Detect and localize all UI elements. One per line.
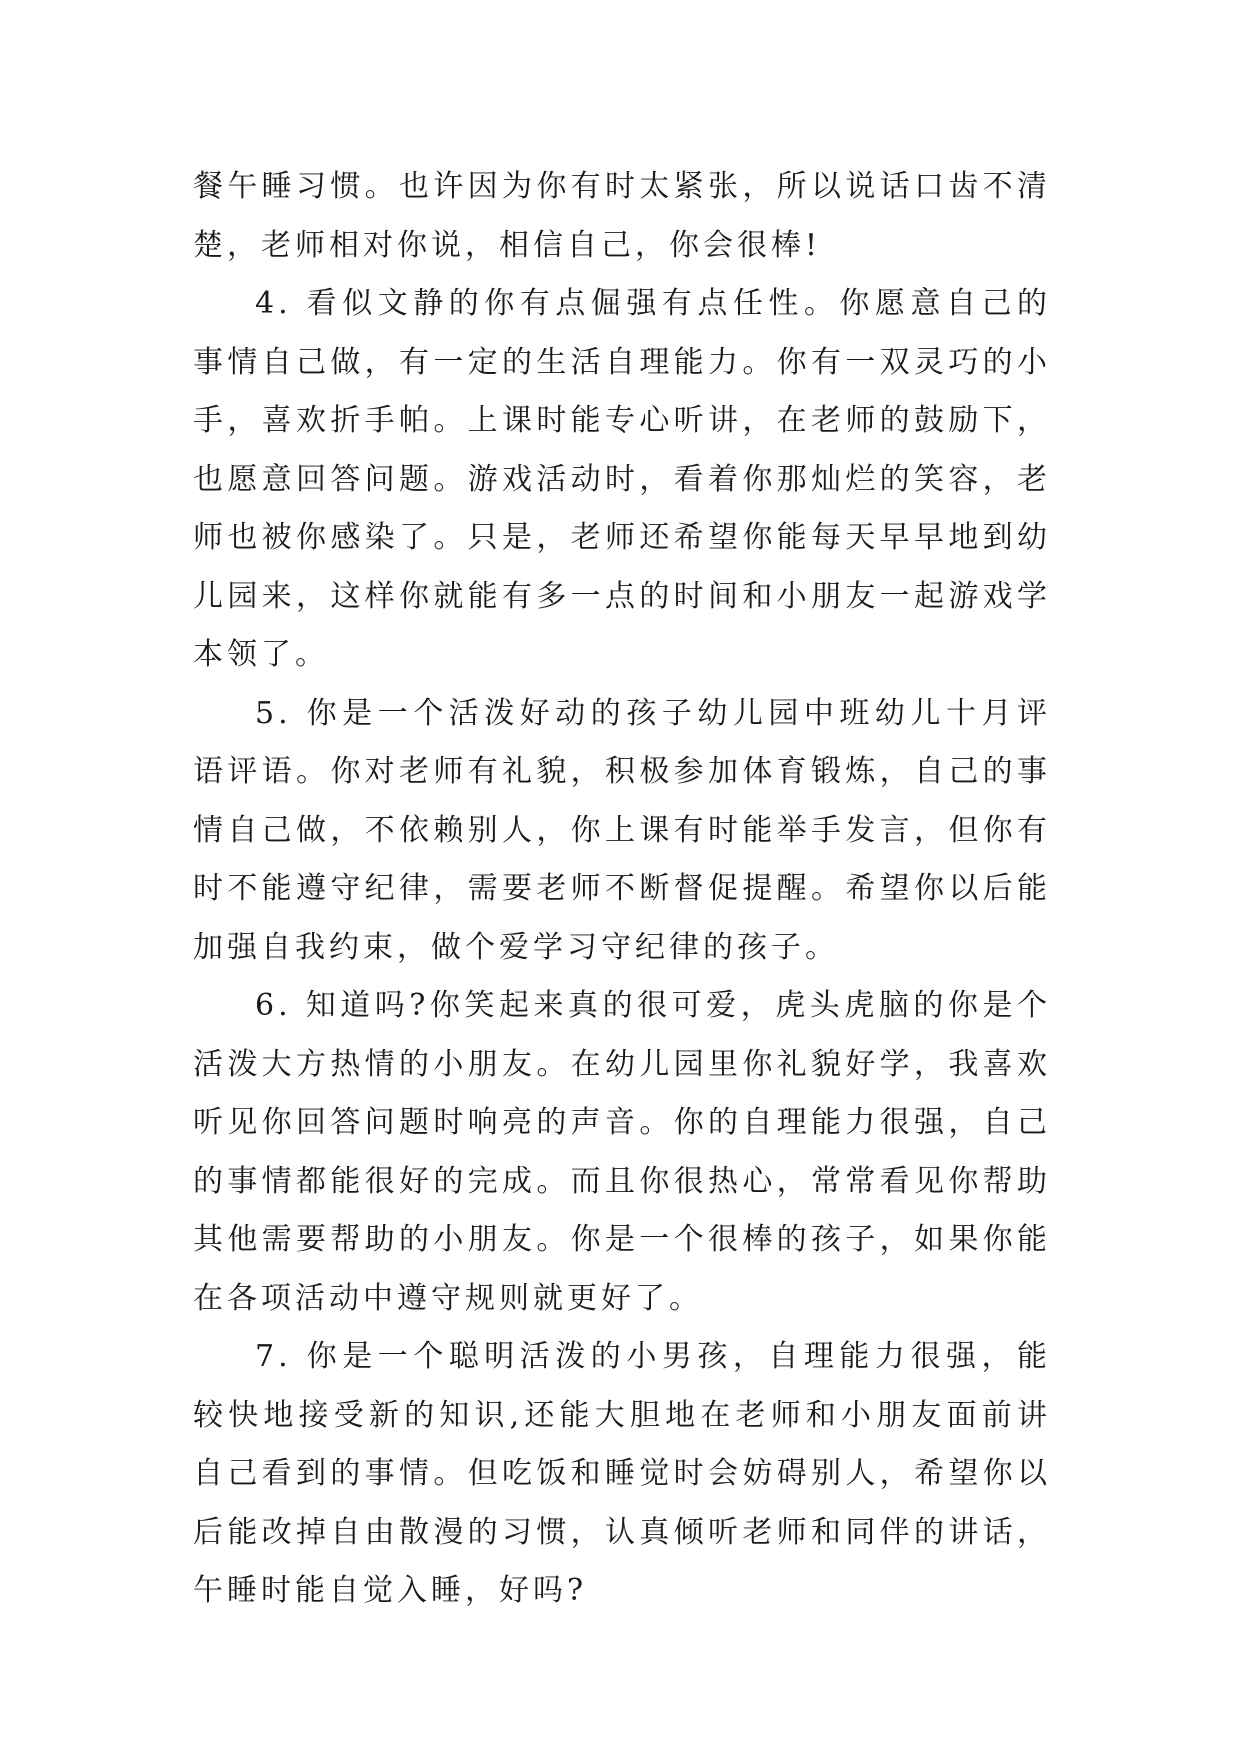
paragraph-item-4: 4. 看似文静的你有点倔强有点任性。你愿意自己的事情自己做，有一定的生活自理能力。你有一双灵巧的小手，喜欢折手帕。上课时能专心听讲，在老师的鼓励下，也愿意回答问题。游戏活动时，看着你那灿烂的笑容，老师也被你感染了。只是，老师还希望你能每天早早地到幼儿园来，这样你就能有多一点的时间和小朋友一起游戏学本领了。 [193,286,1051,672]
paragraph-item-7: 7. 你是一个聪明活泼的小男孩，自理能力很强，能较快地接受新的知识,还能大胆地在老师和小朋友面前讲自己看到的事情。但吃饭和睡觉时会妨碍别人，希望你以后能改掉自由散漫的习惯，认真倾听老师和同伴的讲话，午睡时能自觉入睡，好吗? [193,1339,1051,1608]
document-body [193,158,1051,1621]
paragraph-item-6: 6. 知道吗?你笑起来真的很可爱，虎头虎脑的你是个活泼大方热情的小朋友。在幼儿园里你礼貌好学，我喜欢听见你回答问题时响亮的声音。你的自理能力很强，自己的事情都能很好的完成。而且你很热心，常常看见你帮助其他需要帮助的小朋友。你是一个很棒的孩子，如果你能在各项活动中遵守规则就更好了。 [193,988,1051,1316]
paragraph-item-5: 5. 你是一个活泼好动的孩子幼儿园中班幼儿十月评语评语。你对老师有礼貌，积极参加体育锻炼，自己的事情自己做，不依赖别人，你上课有时能举手发言，但你有时不能遵守纪律，需要老师不断督促提醒。希望你以后能加强自我约束，做个爱学习守纪律的孩子。 [193,695,1051,965]
paragraph-continued: 餐午睡习惯。也许因为你有时太紧张，所以说话口齿不清楚，老师相对你说，相信自己，你会很棒! [193,169,1051,263]
